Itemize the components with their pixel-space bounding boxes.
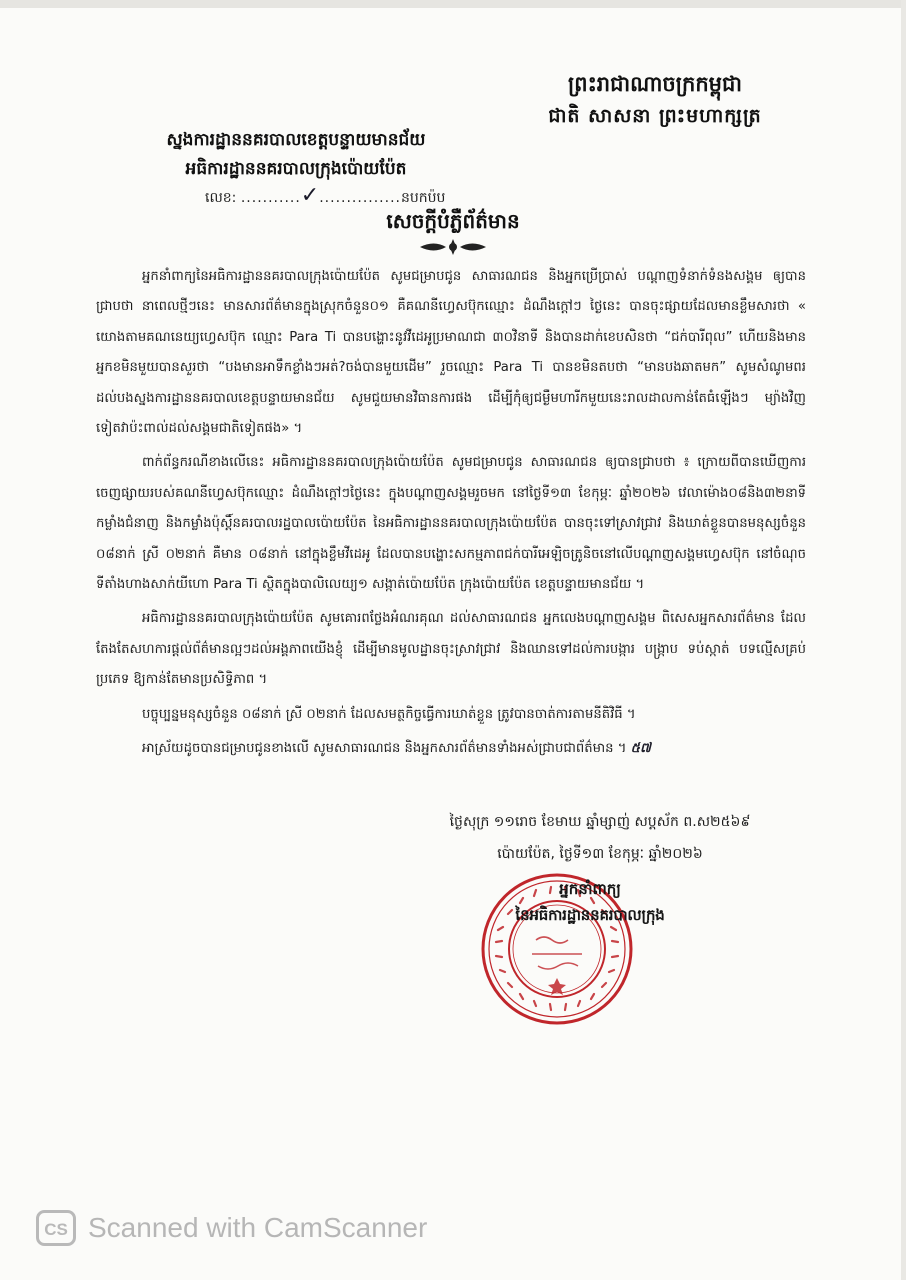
signatory-title xyxy=(420,876,760,928)
paragraph-report: អ្នកនាំពាក្យនៃអធិការដ្ឋាននគរបាលក្រុងប៉ោយប៉ែត សូមជម្រាបជូន សាធារណជន និងអ្នកប្រើប្រាស់ បណ្តាញទំនាក់ទំនងសង្គម ឲ្យបានជ្រាបថា នាពេលថ្មីៗនេះ មានសារព័ត៌មានក្នុងស្រុកចំនួន០១ គឺគណនីហ្វេសប៊ុកឈ្មោះ ដំណឹងក្តៅៗ ថ្ងៃនេះ បានចុះផ្សាយដែលមានខ្លឹមសារថា « យោងតាមគណនេយ្យហ្វេសប៊ុក ឈ្មោះ Para Ti បានបង្ហោះនូវវីដេអូប្រមាណជា ៣០វិនាទី និងបានដាក់ខេបសិនថា “ជក់បារីពុល” ហើយនិងមានអ្នកខមិនមួយបានសួរថា “បងមានអាទឹកខ្លាំងៗអត់?ចង់បានមួយដើម” រួចឈ្មោះ Para Ti បានខមិនតបថា “មានបងឆាតមក” សូមសំណូមពរដល់បងស្នងការដ្ឋាននគរបាលខេត្តបន្ទាយមានជ័យ សូមជួយមានវិធានការផង ដើម្បីកុំឲ្យជម្ងឺមហារីកមួយនេះរាលដាលកាន់តែធំឡើងៗ ម្យ៉ាងវិញទៀតវាប៉ះពាល់ដល់សង្គមជាតិទៀតផង» ។ xyxy=(96,269,806,437)
closing-text: អាស្រ័យដូចបានជម្រាបជូនខាងលើ សូមសាធារណជន និងអ្នកសារព័ត៌មានទាំងអស់ជ្រាបជាព័ត៌មាន ។ xyxy=(142,741,627,757)
issuing-authority xyxy=(96,126,496,184)
scan-edge-right xyxy=(901,0,906,1280)
kingdom-header xyxy=(505,68,805,132)
paragraph-thanks: អធិការដ្ឋាននគរបាលក្រុងប៉ោយប៉ែត សូមគោរពថ្លែងអំណរគុណ ដល់សាធារណជន អ្នកលេងបណ្តាញសង្គម ពិសេសអ្នកសារព័ត៌មាន ដែលតែងតែសហការផ្តល់ព័ត៌មានល្អៗដល់អង្គភាពយើងខ្ញុំ ដើម្បីមានមូលដ្ឋានចុះស្រាវជ្រាវ និងឈានទៅដល់ការបង្ការ បង្ក្រាប ទប់ស្កាត់ បទល្មើសគ្រប់ប្រភេទ ឱ្យកាន់តែមានប្រសិទ្ធិភាព ។ xyxy=(96,611,806,688)
camscanner-logo-text: CS xyxy=(44,1220,68,1239)
closing-handwritten-mark: ៥៧ xyxy=(630,741,651,757)
provincial-police-name: ស្នងការដ្ឋាននគរបាលខេត្តបន្ទាយមានជ័យ xyxy=(166,130,426,150)
checkmark-icon: ✓ xyxy=(300,183,320,208)
reference-suffix: នបកប៉ប xyxy=(401,190,446,206)
reference-dots-right: ............... xyxy=(319,190,401,206)
reference-number xyxy=(205,183,445,209)
kingdom-motto: ជាតិ សាសនា ព្រះមហាក្សត្រ xyxy=(548,105,762,127)
paragraph-action: ពាក់ព័ន្ធករណីខាងលើនេះ អធិការដ្ឋាននគរបាលក្រុងប៉ោយប៉ែត សូមជម្រាបជូន សាធារណជន ឲ្យបានជ្រាបថា ៖ ក្រោយពីបានឃើញការចេញផ្សាយរបស់គណនីហ្វេសប៊ុកឈ្មោះ ដំណឹងក្តៅៗថ្ងៃនេះ ក្នុងបណ្តាញសង្គមរួចមក នៅថ្ងៃទី១៣ ខែកុម្ភៈ ឆ្នាំ២០២៦ វេលាម៉ោង០៨និង៣២នាទី កម្លាំងជំនាញ និងកម្លាំងប៉ុស្តិ៍នគរបាលរដ្ឋបាលប៉ោយប៉ែត នៃអធិការដ្ឋាននគរបាលក្រុងប៉ោយប៉ែត បានចុះទៅស្រាវជ្រាវ និងឃាត់ខ្លួនបានមនុស្សចំនួន ០៨នាក់ ស្រី ០២នាក់ គឺមាន ០៨នាក់ នៅក្នុងខ្លឹមវីដេអូ ដែលបានបង្ហោះសកម្មភាពជក់បារីអេឡិចត្រូនិចនៅលើបណ្តាញសង្គមហ្វេសប៊ុក នៅចំណុចទីតាំងហាងសាក់យីហោ Para Ti ស្ថិតក្នុងបាលិលេយ្យ១ សង្កាត់ប៉ោយប៉ែត ក្រុងប៉ោយប៉ែត ខេត្តបន្ទាយមានជ័យ ។ xyxy=(96,455,806,593)
camscanner-logo-icon xyxy=(36,1210,76,1246)
document-title: សេចក្តីបំភ្លឺព័ត៌មាន xyxy=(386,209,520,233)
lunar-date: ថ្ងៃសុក្រ ១១រោច ខែមាឃ ឆ្នាំម្សាញ់ សប្តស័ក ព.ស២៥៦៩ xyxy=(449,814,751,830)
signatory-role: អ្នកនាំពាក្យ xyxy=(559,880,621,898)
paragraph-closing xyxy=(96,734,806,764)
solar-date: ប៉ោយប៉ែត, ថ្ងៃទី១៣ ខែកុម្ភៈ ឆ្នាំ២០២៦ xyxy=(497,846,703,862)
title-ornament-icon xyxy=(416,238,490,256)
reference-label: លេខ: xyxy=(205,190,237,206)
camscanner-watermark: Scanned with CamScanner xyxy=(88,1212,428,1243)
scan-edge-top xyxy=(0,0,906,8)
kingdom-name: ព្រះរាជាណាចក្រកម្ពុជា xyxy=(567,71,742,96)
signatory-office: នៃអធិការដ្ឋាននគរបាលក្រុង xyxy=(515,906,665,924)
city-police-name: អធិការដ្ឋាននគរបាលក្រុងប៉ោយប៉ែត xyxy=(185,159,407,179)
document-body xyxy=(96,262,806,769)
paragraph-status: បច្ចុប្បន្នមនុស្សចំនួន ០៨នាក់ ស្រី ០២នាក់ ដែលសមត្ថកិច្ចធ្វើការឃាត់ខ្លួន ត្រូវបានចាត់ការតាមនីតិវិធី ។ xyxy=(142,706,636,722)
reference-dots-left: ........... xyxy=(240,190,301,206)
